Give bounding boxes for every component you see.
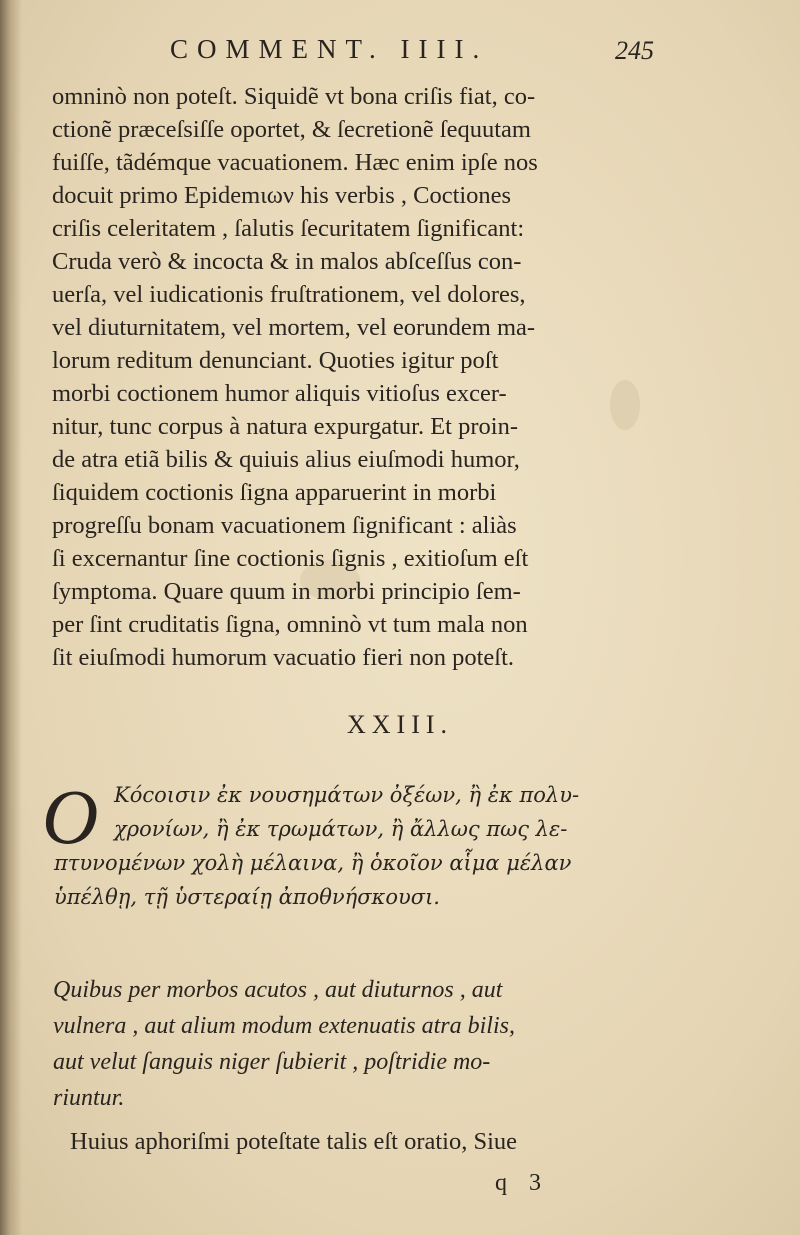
text-line: omninò non poteſt. Siquidẽ vt bona criſis fiat, co-: [52, 83, 536, 110]
latin-line: Quibus per morbos acutos , aut diuturnos , aut: [53, 977, 503, 1003]
page-number: 245: [615, 36, 654, 65]
greek-line: χρονίων, ἢ ἐκ τρωμάτων, ἢ ἄλλως πως λε-: [114, 817, 568, 841]
text-line: ſi excernantur ſine coctionis ſignis , exitioſum eſt: [52, 545, 529, 572]
text-line: morbi coctionem humor aliquis vitioſus excer-: [52, 380, 507, 407]
greek-line: πτυνομένων χολὴ μέλαινα, ἢ ὁκοῖον αἷμα μέλαν: [54, 851, 572, 875]
drop-cap-initial: O: [42, 773, 99, 860]
signature-mark: q 3: [495, 1170, 549, 1196]
text-line: ſymptoma. Quare quum in morbi principio ſem-: [52, 578, 521, 605]
latin-line: riuntur.: [53, 1085, 125, 1111]
text-line: lorum reditum denunciant. Quoties igitur poſt: [52, 347, 499, 374]
running-title: COMMENT. IIII.: [170, 34, 489, 64]
commentary-continuation: [70, 1125, 670, 1158]
text-line: de atra etiã bilis & quiuis alius eiuſmodi humor,: [52, 446, 520, 473]
latin-line: aut velut ſanguis niger ſubierit , poſtridie mo-: [53, 1049, 491, 1075]
latin-translation: [53, 972, 663, 1116]
greek-line: ὑπέλθῃ, τῇ ὑστεραίῃ ἀποθνήσκουσι.: [54, 885, 440, 909]
text-line: vel diuturnitatem, vel mortem, vel eorundem ma-: [52, 314, 536, 341]
text-line: per ſint cruditatis ſigna, omninò vt tum mala non: [52, 611, 528, 638]
page-gutter-shadow: [0, 0, 22, 1235]
text-line: criſis celeritatem , ſalutis ſecuritatem ſignificant:: [52, 215, 525, 242]
text-line: Huius aphoriſmi poteſtate talis eſt oratio, Siue: [70, 1128, 518, 1155]
text-line: docuit primo Epidemιων his verbis , Coctiones: [52, 182, 512, 209]
text-line: ſit eiuſmodi humorum vacuatio fieri non poteſt.: [52, 644, 515, 671]
text-line: ctionẽ præceſsiſſe oportet, & ſecretionẽ ſequutam: [52, 116, 531, 143]
latin-line: vulnera , aut alium modum extenuatis atra bilis,: [53, 1013, 515, 1039]
text-line: Cruda verò & incocta & in malos abſceſſus con-: [52, 248, 522, 275]
text-line: nitur, tunc corpus à natura expurgatur. Et proin-: [52, 413, 518, 440]
commentary-text: [52, 80, 652, 674]
text-line: uerſa, vel iudicationis fruſtrationem, vel dolores,: [52, 281, 526, 308]
section-title: XXIII.: [346, 710, 454, 739]
text-line: fuiſſe, tãdémque vacuationem. Hæc enim ipſe nos: [52, 149, 538, 176]
text-line: ſiquidem coctionis ſigna apparuerint in morbi: [52, 479, 497, 506]
page-header: [170, 34, 670, 74]
greek-line: Κόϲοισιν ἐκ νουσημάτων ὀξέων, ἢ ἐκ πολυ-: [114, 783, 580, 807]
text-line: progreſſu bonam vacuationem ſignificant : aliàs: [52, 512, 517, 539]
